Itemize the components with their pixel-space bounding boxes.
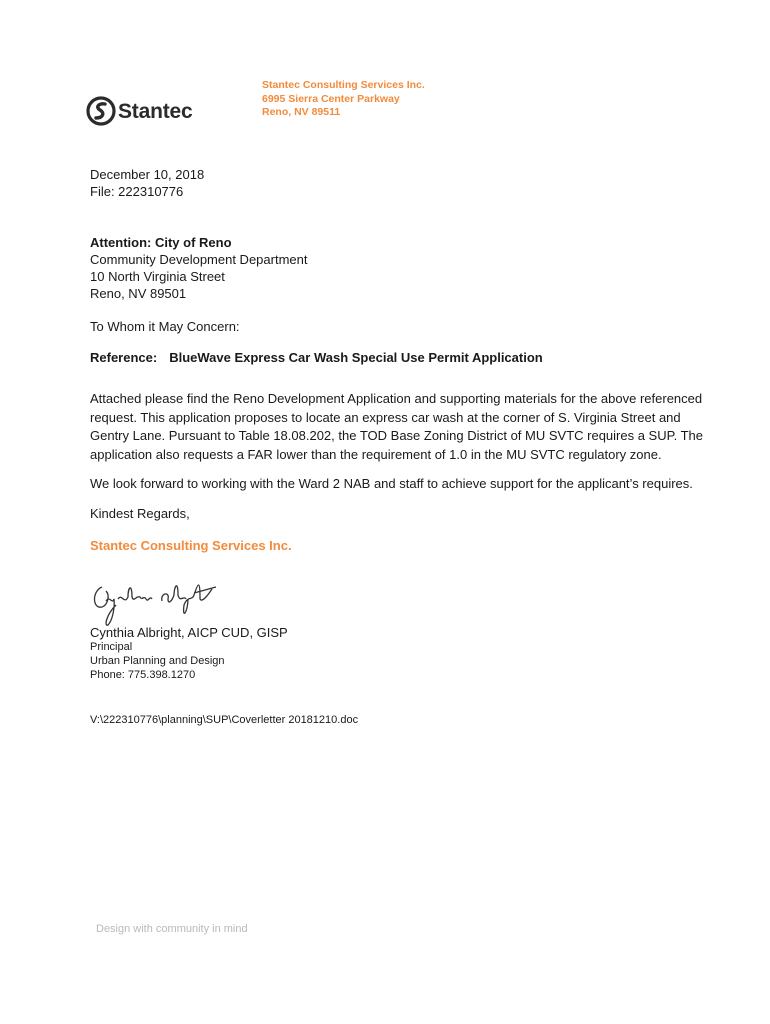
letterhead-address bbox=[262, 79, 425, 120]
signatory-name: Cynthia Albright, AICP CUD, GISP bbox=[90, 625, 288, 640]
body-paragraph-1 bbox=[90, 390, 704, 464]
logo-wordmark: Stantec bbox=[118, 100, 193, 123]
reference-line bbox=[90, 349, 543, 366]
letterhead-company: Stantec Consulting Services Inc. bbox=[262, 79, 425, 91]
letter-date: December 10, 2018 bbox=[90, 167, 205, 182]
attention-line: Attention: City of Reno bbox=[90, 235, 232, 250]
signatory-title: Principal bbox=[90, 641, 133, 653]
recipient-street: 10 North Virginia Street bbox=[90, 269, 225, 284]
stantec-logo bbox=[86, 96, 196, 132]
footer-tagline: Design with community in mind bbox=[96, 923, 248, 935]
file-number: File: 222310776 bbox=[90, 184, 184, 199]
stantec-logo-icon bbox=[86, 96, 116, 126]
recipient-department: Community Development Department bbox=[90, 252, 308, 267]
letterhead-address-line2: Reno, NV 89511 bbox=[262, 106, 341, 118]
signatory-details bbox=[90, 640, 225, 682]
body-line: Gentry Lane. Pursuant to Table 18.08.202, the TOD Base Zoning District of MU SVTC requires a SUP. The bbox=[90, 428, 704, 443]
closing-regards: Kindest Regards, bbox=[90, 506, 190, 521]
signatory-phone: Phone: 775.398.1270 bbox=[90, 669, 196, 681]
body-line: request. This application proposes to locate an express car wash at the corner of S. Virginia Street and bbox=[90, 409, 681, 425]
body-line: Attached please find the Reno Development Application and supporting materials for the above referenced bbox=[90, 391, 703, 406]
body-line: application also requests a FAR lower than the requirement of 1.0 in the MU SVTC regulatory zone. bbox=[90, 446, 662, 462]
letter-meta bbox=[90, 166, 204, 200]
body-paragraph-2: We look forward to working with the Ward 2 NAB and staff to achieve support for the applicant’s requires. bbox=[90, 476, 693, 491]
letterhead-address-line1: 6995 Sierra Center Parkway bbox=[262, 92, 400, 105]
recipient-city: Reno, NV 89501 bbox=[90, 286, 187, 301]
reference-title: BlueWave Express Car Wash Special Use Permit Application bbox=[169, 350, 543, 365]
salutation: To Whom it May Concern: bbox=[90, 319, 240, 334]
reference-label: Reference: bbox=[90, 350, 158, 365]
recipient-block bbox=[90, 234, 307, 302]
file-path: V:\222310776\planning\SUP\Coverletter 20181210.doc bbox=[90, 714, 359, 726]
closing-company: Stantec Consulting Services Inc. bbox=[90, 538, 292, 553]
signatory-group: Urban Planning and Design bbox=[90, 655, 225, 667]
